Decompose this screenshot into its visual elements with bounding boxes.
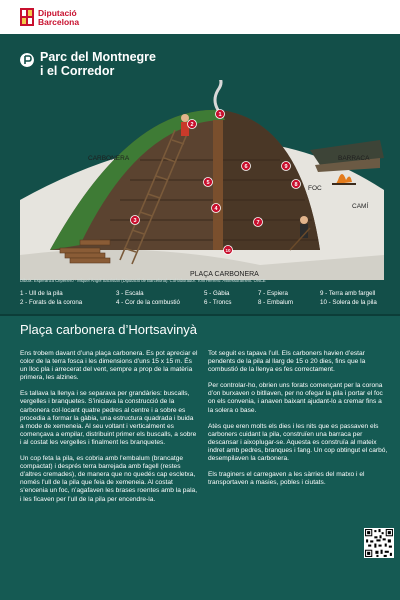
label-foc: FOC [308,185,322,192]
paragraph: Ens trobem davant d’una plaça carbonera. Es pot apreciar el color de la terra fosca i les dimensions d’uns 15 x 15 m. És un lloc pla i arrecerat del vent, sempre a prop de la matèria primera, les alzines. [20,350,198,382]
marker-label: 6 [244,164,248,170]
marker-label: 5 [206,180,210,186]
legend-item: 9 - Terra amb fargell [320,290,376,297]
marker-label: 1 [218,112,222,118]
paragraph: Els traginers el carregaven a les sàrries del matxo i el transportaven a masies, pobles i ciutats. [208,471,365,487]
legend-item: 5 - Gàbia [204,290,230,297]
legend-item: 3 - Escala [116,290,144,297]
section-heading: Plaça carbonera d’Hortsavinyà [20,322,198,337]
header-bar [0,0,400,34]
smoke [215,80,221,110]
divider [0,314,400,316]
legend-item: 1 - Ull de la pila [20,290,63,297]
org-name [38,9,79,27]
label-barraca: BARRACA [338,155,370,162]
illustration-credit: Dibuix: Esperanza Cepenero · Miquel Àngel Sacristán (Diputació de Barcelona). Col·laborador: Toni Herrero. Assessorament: ONCE [20,278,266,283]
marker-label: 7 [256,220,260,226]
kiln-cage [213,120,223,250]
marker-10 [224,246,233,255]
label-carbonera: CARBONERA [88,155,130,162]
qr-code-icon[interactable] [364,528,394,558]
marker-9 [282,162,291,171]
marker-label: 9 [284,164,288,170]
label-cami: CAMÍ [352,203,369,210]
park-title-line2: i el Corredor [40,64,115,78]
park-title-line1: Parc del Montnegre [40,50,156,64]
org-name-line1: Diputació [38,8,77,18]
text-column-left [20,350,198,512]
legend-item: 6 - Troncs [204,299,232,306]
marker-label: 8 [294,182,298,188]
legend-item: 7 - Espiera [258,290,288,297]
park-logo-icon [20,53,34,67]
marker-label: 4 [214,206,218,212]
paragraph: Tot seguit es tapava l’ull. Els carboners havien d’estar pendents de la pila al llarg de 15 o 20 dies, fins que la combustió de la llenya es fes correctament. [208,350,366,374]
paragraph: Atès que eren molts els dies i les nits que es passaven els carboners cuidant la pila, construïen una barraca per descansar i aixoplugar-se. Aquesta es construïa al mateix indret amb pedres, branques i fang. Un cop obtingut el carbó, desempilaven la carbonera. [208,422,388,463]
marker-label: 3 [133,218,137,224]
legend-item: 8 - Embalum [258,299,294,306]
charcoal-kiln-illustration [20,80,384,280]
marker-4 [212,204,221,213]
paragraph: Per controlar-ho, obrien uns forats començant per la corona d’on burxaven o bitllaven, per no ofegar la pila i portar el foc on els convenia, i anaven baixant ajudant-lo a cremar fins a la solera o base. [208,382,383,414]
marker-1 [216,110,225,119]
park-title [40,50,156,78]
marker-label: 2 [190,122,194,128]
marker-6 [242,162,251,171]
text-column-right [208,350,388,495]
marker-5 [204,178,213,187]
org-name-line2: Barcelona [38,17,80,27]
legend-item: 4 - Cor de la combustió [116,299,180,306]
legend-item: 10 - Solera de la pila [320,299,377,306]
diputacio-logo-icon [20,8,34,26]
legend [20,290,390,306]
marker-7 [254,218,263,227]
legend-item: 2 - Forats de la corona [20,299,83,306]
paragraph: Un cop feta la pila, es cobria amb l’embalum (brancatge compactat) i després terra barrejada amb fagell (restes d’altres cremades), de manera que no quedés cap escletxa, només l’ull de la pila que feia de xemeneia. Al costat s’encenia un foc, n’agafaven les brases roentes amb la pala, i les ficaven per l’ull de la pila per encendre-la. [20,455,198,503]
marker-8 [292,180,301,189]
label-placa-carbonera: PLAÇA CARBONERA [190,271,259,278]
marker-3 [131,216,140,225]
marker-label: 10 [225,248,231,253]
paragraph: Es tallava la llenya i se separava per grandàries: buscalls, vergelles i branquetes. S’iniciava la construcció de la carbonera col·locant quatre pedres al centre i a sobre es procedia a formar la gàbia, una estructura quadrada i buida a mode de xemeneia. Al seu voltant i verticalment es començava a empilar, distribuint primer els buscalls, a sobre i al costat les vergelles i finalment les branquetes. [20,390,197,446]
marker-2 [188,120,197,129]
